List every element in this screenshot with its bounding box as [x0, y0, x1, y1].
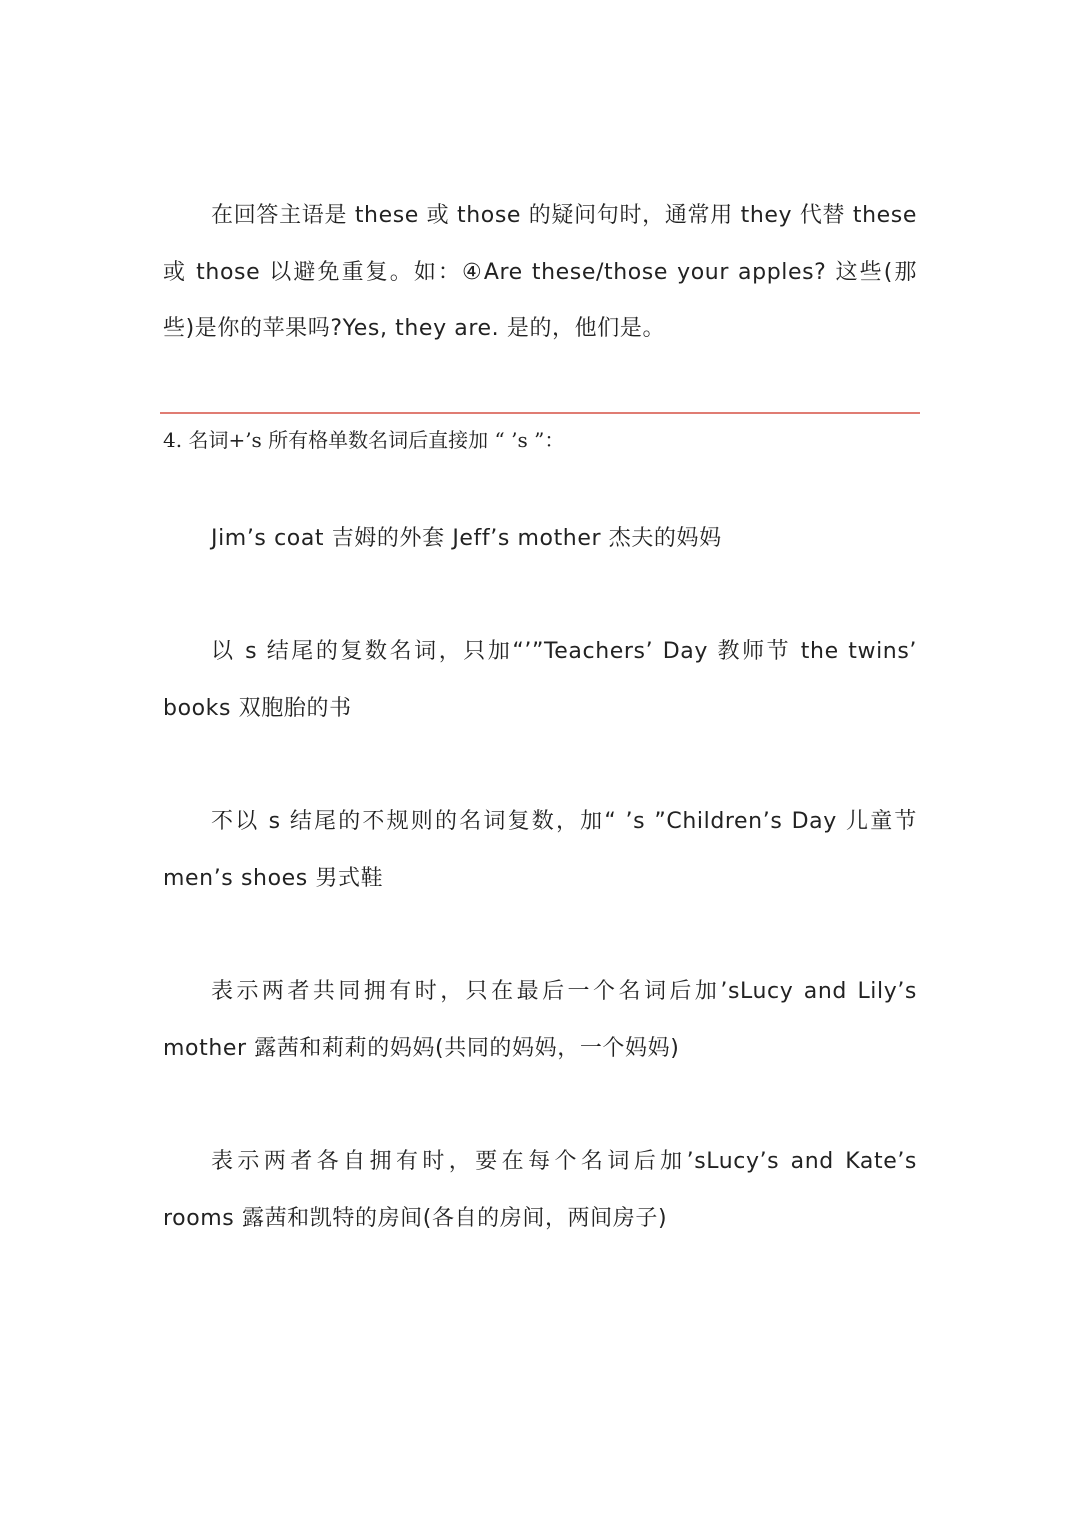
rule-paragraph-joint-possession: 表示两者共同拥有时，只在最后一个名词后加’sLucy and Lily’s mother 露茜和莉莉的妈妈(共同的妈妈，一个妈妈) — [163, 979, 917, 1061]
section-heading: 4. 名词+’s 所有格单数名词后直接加 “ ’s ”： — [163, 428, 565, 452]
rule-paragraph-separate-possession: 表示两者各自拥有时，要在每个名词后加’sLucy’s and Kate’s rooms 露茜和凯特的房间(各自的房间，两间房子) — [163, 1149, 917, 1231]
rule-paragraph-irregular-plural: 不以 s 结尾的不规则的名词复数，加“ ’s ”Children’s Day 儿童节 men’s shoes 男式鞋 — [163, 809, 917, 891]
example-paragraph-singular: Jim’s coat 吉姆的外套 Jeff’s mother 杰夫的妈妈 — [211, 526, 722, 551]
rule-paragraph-plural-s: 以 s 结尾的复数名词，只加“’”Teachers’ Day 教师节 the twins’ books 双胞胎的书 — [163, 639, 917, 721]
section-divider — [160, 412, 920, 414]
intro-paragraph: 在回答主语是 these 或 those 的疑问句时，通常用 they 代替 these 或 those 以避免重复。如：④Are these/those your apples? 这些(那些)是你的苹果吗?Yes, they are. 是的，他们是。 — [163, 203, 917, 341]
